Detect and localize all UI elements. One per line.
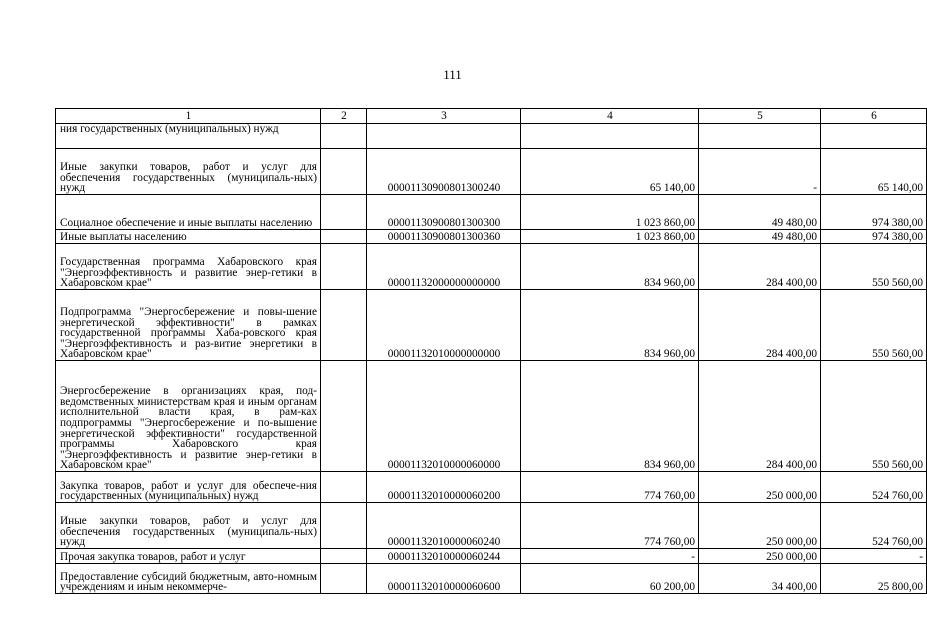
row-value-5: 250 000,00 — [699, 549, 821, 564]
row-code: 00001132010000060600 — [367, 564, 521, 594]
row-col2 — [321, 549, 367, 564]
row-code: 00001132010000060244 — [367, 549, 521, 564]
row-name: Государственная программа Хабаровского края "Энергоэффективность и развитие энер-гетики в Хабаровском крае" — [56, 244, 321, 290]
row-col2 — [321, 290, 367, 361]
header-cell-1: 1 — [56, 109, 321, 124]
row-code — [367, 124, 521, 149]
row-code: 00001132010000060200 — [367, 472, 521, 503]
table-row — [56, 230, 927, 244]
row-name: Прочая закупка товаров, работ и услуг — [56, 549, 321, 564]
row-value-4 — [521, 124, 699, 149]
row-value-4: 1 023 860,00 — [521, 230, 699, 244]
row-value-4: 834 960,00 — [521, 290, 699, 361]
row-value-4: 774 760,00 — [521, 503, 699, 549]
header-cell-4: 4 — [521, 109, 699, 124]
row-code: 00001132000000000000 — [367, 244, 521, 290]
row-value-6: - — [821, 549, 927, 564]
row-value-5 — [699, 124, 821, 149]
row-col2 — [321, 564, 367, 594]
row-value-5: - — [699, 149, 821, 195]
table-row — [56, 472, 927, 503]
row-value-6: 25 800,00 — [821, 564, 927, 594]
row-code: 00001132010000060240 — [367, 503, 521, 549]
row-code: 00001130900801300360 — [367, 230, 521, 244]
row-col2 — [321, 124, 367, 149]
page-number: 111 — [443, 67, 462, 82]
row-value-4: 774 760,00 — [521, 472, 699, 503]
row-value-4: 1 023 860,00 — [521, 195, 699, 230]
row-col2 — [321, 230, 367, 244]
row-code: 00001132010000000000 — [367, 290, 521, 361]
row-value-5: 284 400,00 — [699, 290, 821, 361]
row-name: Иные закупки товаров, работ и услуг для обеспечения государственных (муниципаль-ных) нужд — [56, 503, 321, 549]
row-name: Предоставление субсидий бюджетным, авто-номным учреждениям и иным некоммерче- — [56, 564, 321, 594]
row-name: Иные выплаты населению — [56, 230, 321, 244]
header-cell-3: 3 — [367, 109, 521, 124]
table-row — [56, 549, 927, 564]
header-cell-5: 5 — [699, 109, 821, 124]
table-row — [56, 564, 927, 594]
row-value-5: 250 000,00 — [699, 503, 821, 549]
row-value-4: - — [521, 549, 699, 564]
row-name: Закупка товаров, работ и услуг для обеспече-ния государственных (муниципальных) нужд — [56, 472, 321, 503]
row-col2 — [321, 361, 367, 472]
row-col2 — [321, 244, 367, 290]
table-row — [56, 290, 927, 361]
row-value-6: 550 560,00 — [821, 244, 927, 290]
table-row — [56, 503, 927, 549]
row-value-5: 284 400,00 — [699, 244, 821, 290]
table-row — [56, 195, 927, 230]
header-cell-2: 2 — [321, 109, 367, 124]
row-code: 00001130900801300240 — [367, 149, 521, 195]
row-value-4: 834 960,00 — [521, 361, 699, 472]
row-value-4: 834 960,00 — [521, 244, 699, 290]
table-header-row — [56, 109, 927, 124]
row-value-6: 974 380,00 — [821, 195, 927, 230]
row-name: Подпрограмма "Энергосбережение и повы-шение энергетической эффективности" в рамках государственной программы Хаба-ровского края "Энергоэффективность и раз-витие энергетики в Хабаровском крае" — [56, 290, 321, 361]
row-col2 — [321, 472, 367, 503]
table-row — [56, 361, 927, 472]
table-row — [56, 244, 927, 290]
row-value-4: 60 200,00 — [521, 564, 699, 594]
row-code: 00001130900801300300 — [367, 195, 521, 230]
row-value-5: 49 480,00 — [699, 195, 821, 230]
row-value-5: 49 480,00 — [699, 230, 821, 244]
row-name: Иные закупки товаров, работ и услуг для обеспечения государственных (муниципаль-ных) нужд — [56, 149, 321, 195]
table-row — [56, 149, 927, 195]
row-value-5: 250 000,00 — [699, 472, 821, 503]
header-cell-6: 6 — [821, 109, 927, 124]
row-value-6: 524 760,00 — [821, 503, 927, 549]
row-col2 — [321, 149, 367, 195]
row-value-5: 284 400,00 — [699, 361, 821, 472]
row-value-6: 524 760,00 — [821, 472, 927, 503]
row-col2 — [321, 195, 367, 230]
row-name: Энергосбережение в организациях края, под-ведомственных министерствам края и иным органам исполнительной власти края, в рам-ках подпрограммы "Энергосбережение и по-вышение энергетической эффективности" государственной программы Хабаровского края "Энергоэффективность и развитие энер-гетики в Хабаровском крае" — [56, 361, 321, 472]
row-col2 — [321, 503, 367, 549]
row-value-4: 65 140,00 — [521, 149, 699, 195]
row-value-6: 974 380,00 — [821, 230, 927, 244]
row-value-6 — [821, 124, 927, 149]
row-name: Социалное обеспечение и иные выплаты населению — [56, 195, 321, 230]
table-row — [56, 124, 927, 149]
row-value-6: 550 560,00 — [821, 361, 927, 472]
row-code: 00001132010000060000 — [367, 361, 521, 472]
row-value-5: 34 400,00 — [699, 564, 821, 594]
budget-table — [55, 108, 927, 594]
row-name: ния государственных (муниципальных) нужд — [56, 124, 321, 149]
row-value-6: 65 140,00 — [821, 149, 927, 195]
row-value-6: 550 560,00 — [821, 290, 927, 361]
